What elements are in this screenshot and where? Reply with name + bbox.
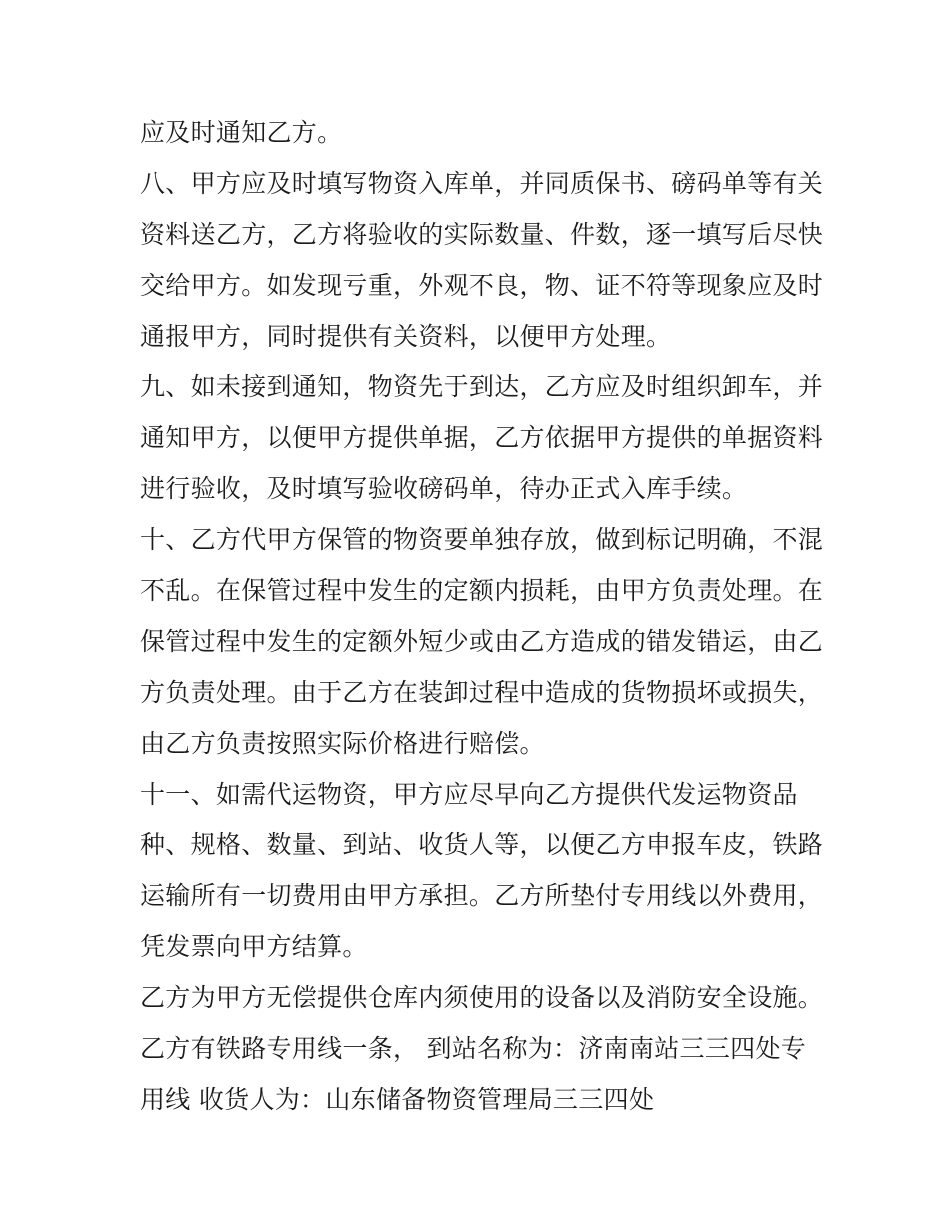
text-line-15: 种、规格、数量、到站、收货人等，以便乙方申报车皮，铁路 — [140, 830, 824, 860]
text-line-18: 乙方为甲方无偿提供仓库内须使用的设备以及消防安全设施。 — [140, 983, 824, 1013]
text-line-19: 乙方有铁路专用线一条， 到站名称为：济南南站三三四处专 — [140, 1034, 807, 1064]
text-line-17: 凭发票向甲方结算。 — [140, 932, 368, 962]
text-line-5: 通报甲方，同时提供有关资料，以便甲方处理。 — [140, 321, 672, 351]
text-line-13: 由乙方负责按照实际价格进行赔偿。 — [140, 728, 545, 758]
text-line-12: 方负责处理。由于乙方在装卸过程中造成的货物损坏或损失， — [140, 677, 824, 707]
text-line-9: 十、乙方代甲方保管的物资要单独存放，做到标记明确，不混 — [140, 525, 824, 555]
text-line-20: 用线 收货人为：山东储备物资管理局三三四处 — [140, 1084, 655, 1114]
text-line-2: 八、甲方应及时填写物资入库单，并同质保书、磅码单等有关 — [140, 168, 824, 198]
text-line-6: 九、如未接到通知，物资先于到达，乙方应及时组织卸车，并 — [140, 372, 824, 402]
text-line-11: 保管过程中发生的定额外短少或由乙方造成的错发错运，由乙 — [140, 626, 824, 656]
document-body — [140, 108, 824, 1126]
text-line-1: 应及时通知乙方。 — [140, 118, 343, 147]
text-line-16: 运输所有一切费用由甲方承担。乙方所垫付专用线以外费用， — [140, 881, 824, 911]
text-line-7: 通知甲方，以便甲方提供单据，乙方依据甲方提供的单据资料 — [140, 423, 824, 453]
text-line-14: 十一、如需代运物资，甲方应尽早向乙方提供代发运物资品 — [140, 779, 798, 809]
text-line-3: 资料送乙方，乙方将验收的实际数量、件数，逐一填写后尽快 — [140, 219, 824, 249]
text-line-10: 不乱。在保管过程中发生的定额内损耗，由甲方负责处理。在 — [140, 576, 824, 606]
text-line-8: 进行验收，及时填写验收磅码单，待办正式入库手续。 — [140, 474, 748, 504]
text-line-4: 交给甲方。如发现亏重，外观不良，物、证不符等现象应及时 — [140, 270, 824, 300]
